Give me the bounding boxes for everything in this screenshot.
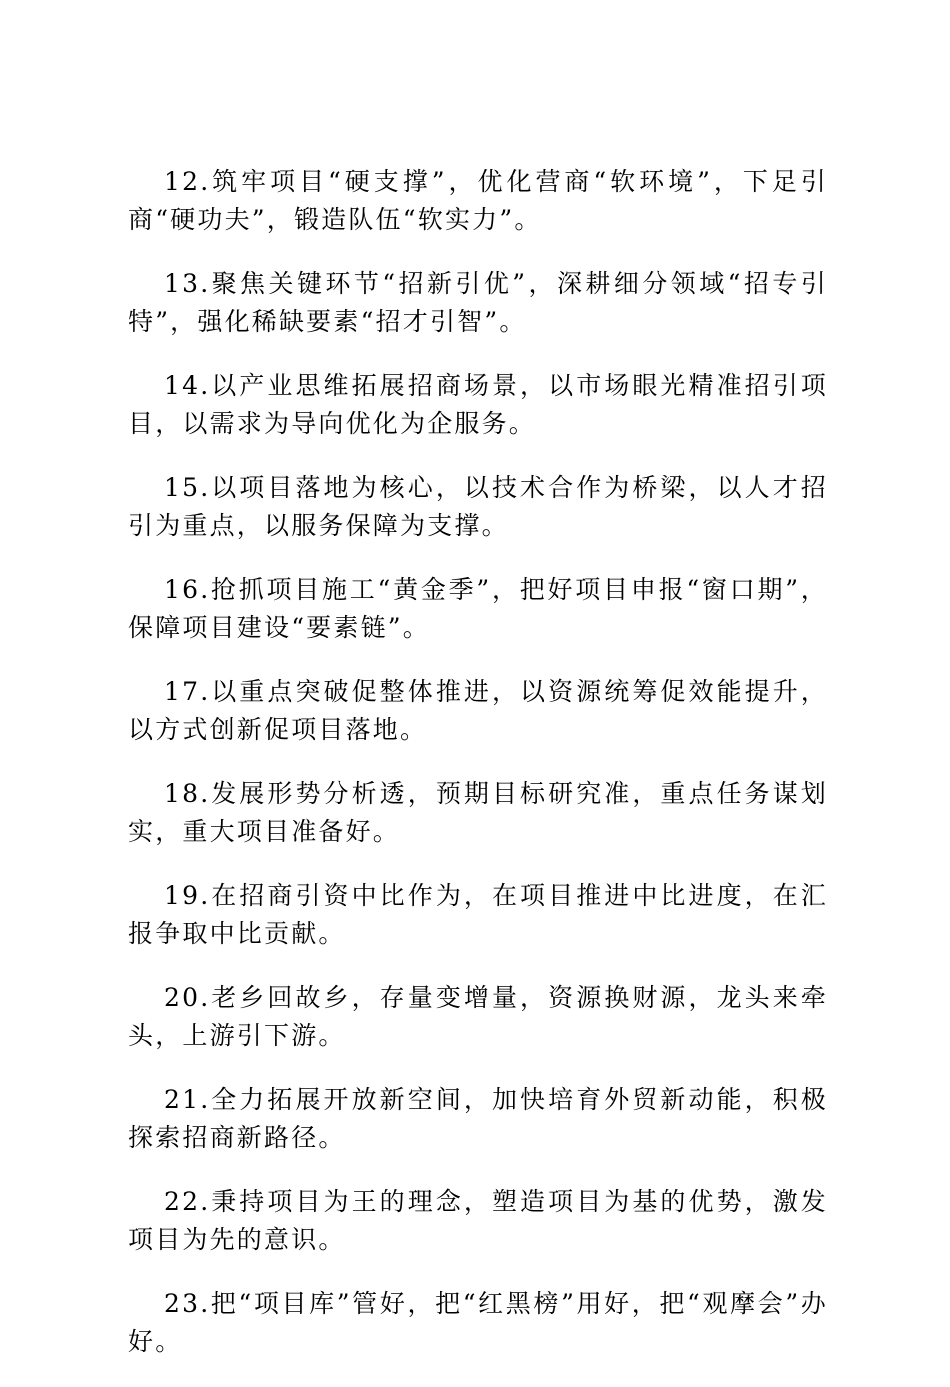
paragraph-15: 15.以项目落地为核心，以技术合作为桥梁，以人才招引为重点，以服务保障为支撑。 <box>128 473 828 540</box>
paragraph-18: 18.发展形势分析透，预期目标研究准，重点任务谋划实，重大项目准备好。 <box>128 779 828 846</box>
paragraph-23: 23.把“项目库”管好，把“红黑榜”用好，把“观摩会”办好。 <box>128 1289 828 1356</box>
paragraph-16: 16.抢抓项目施工“黄金季”，把好项目申报“窗口期”，保障项目建设“要素链”。 <box>128 575 828 642</box>
paragraph-13: 13.聚焦关键环节“招新引优”，深耕细分领域“招专引特”，强化稀缺要素“招才引智”。 <box>128 269 828 336</box>
document-body <box>128 163 828 1387</box>
paragraph-14: 14.以产业思维拓展招商场景，以市场眼光精准招引项目，以需求为导向优化为企服务。 <box>128 371 828 438</box>
paragraph-19: 19.在招商引资中比作为，在项目推进中比进度，在汇报争取中比贡献。 <box>128 881 828 948</box>
paragraph-22: 22.秉持项目为王的理念，塑造项目为基的优势，激发项目为先的意识。 <box>128 1187 828 1254</box>
paragraph-20: 20.老乡回故乡，存量变增量，资源换财源，龙头来牵头，上游引下游。 <box>128 983 828 1050</box>
paragraph-12: 12.筑牢项目“硬支撑”，优化营商“软环境”，下足引商“硬功夫”，锻造队伍“软实力”。 <box>128 167 828 234</box>
paragraph-17: 17.以重点突破促整体推进，以资源统筹促效能提升，以方式创新促项目落地。 <box>128 677 828 744</box>
paragraph-21: 21.全力拓展开放新空间，加快培育外贸新动能，积极探索招商新路径。 <box>128 1085 828 1152</box>
